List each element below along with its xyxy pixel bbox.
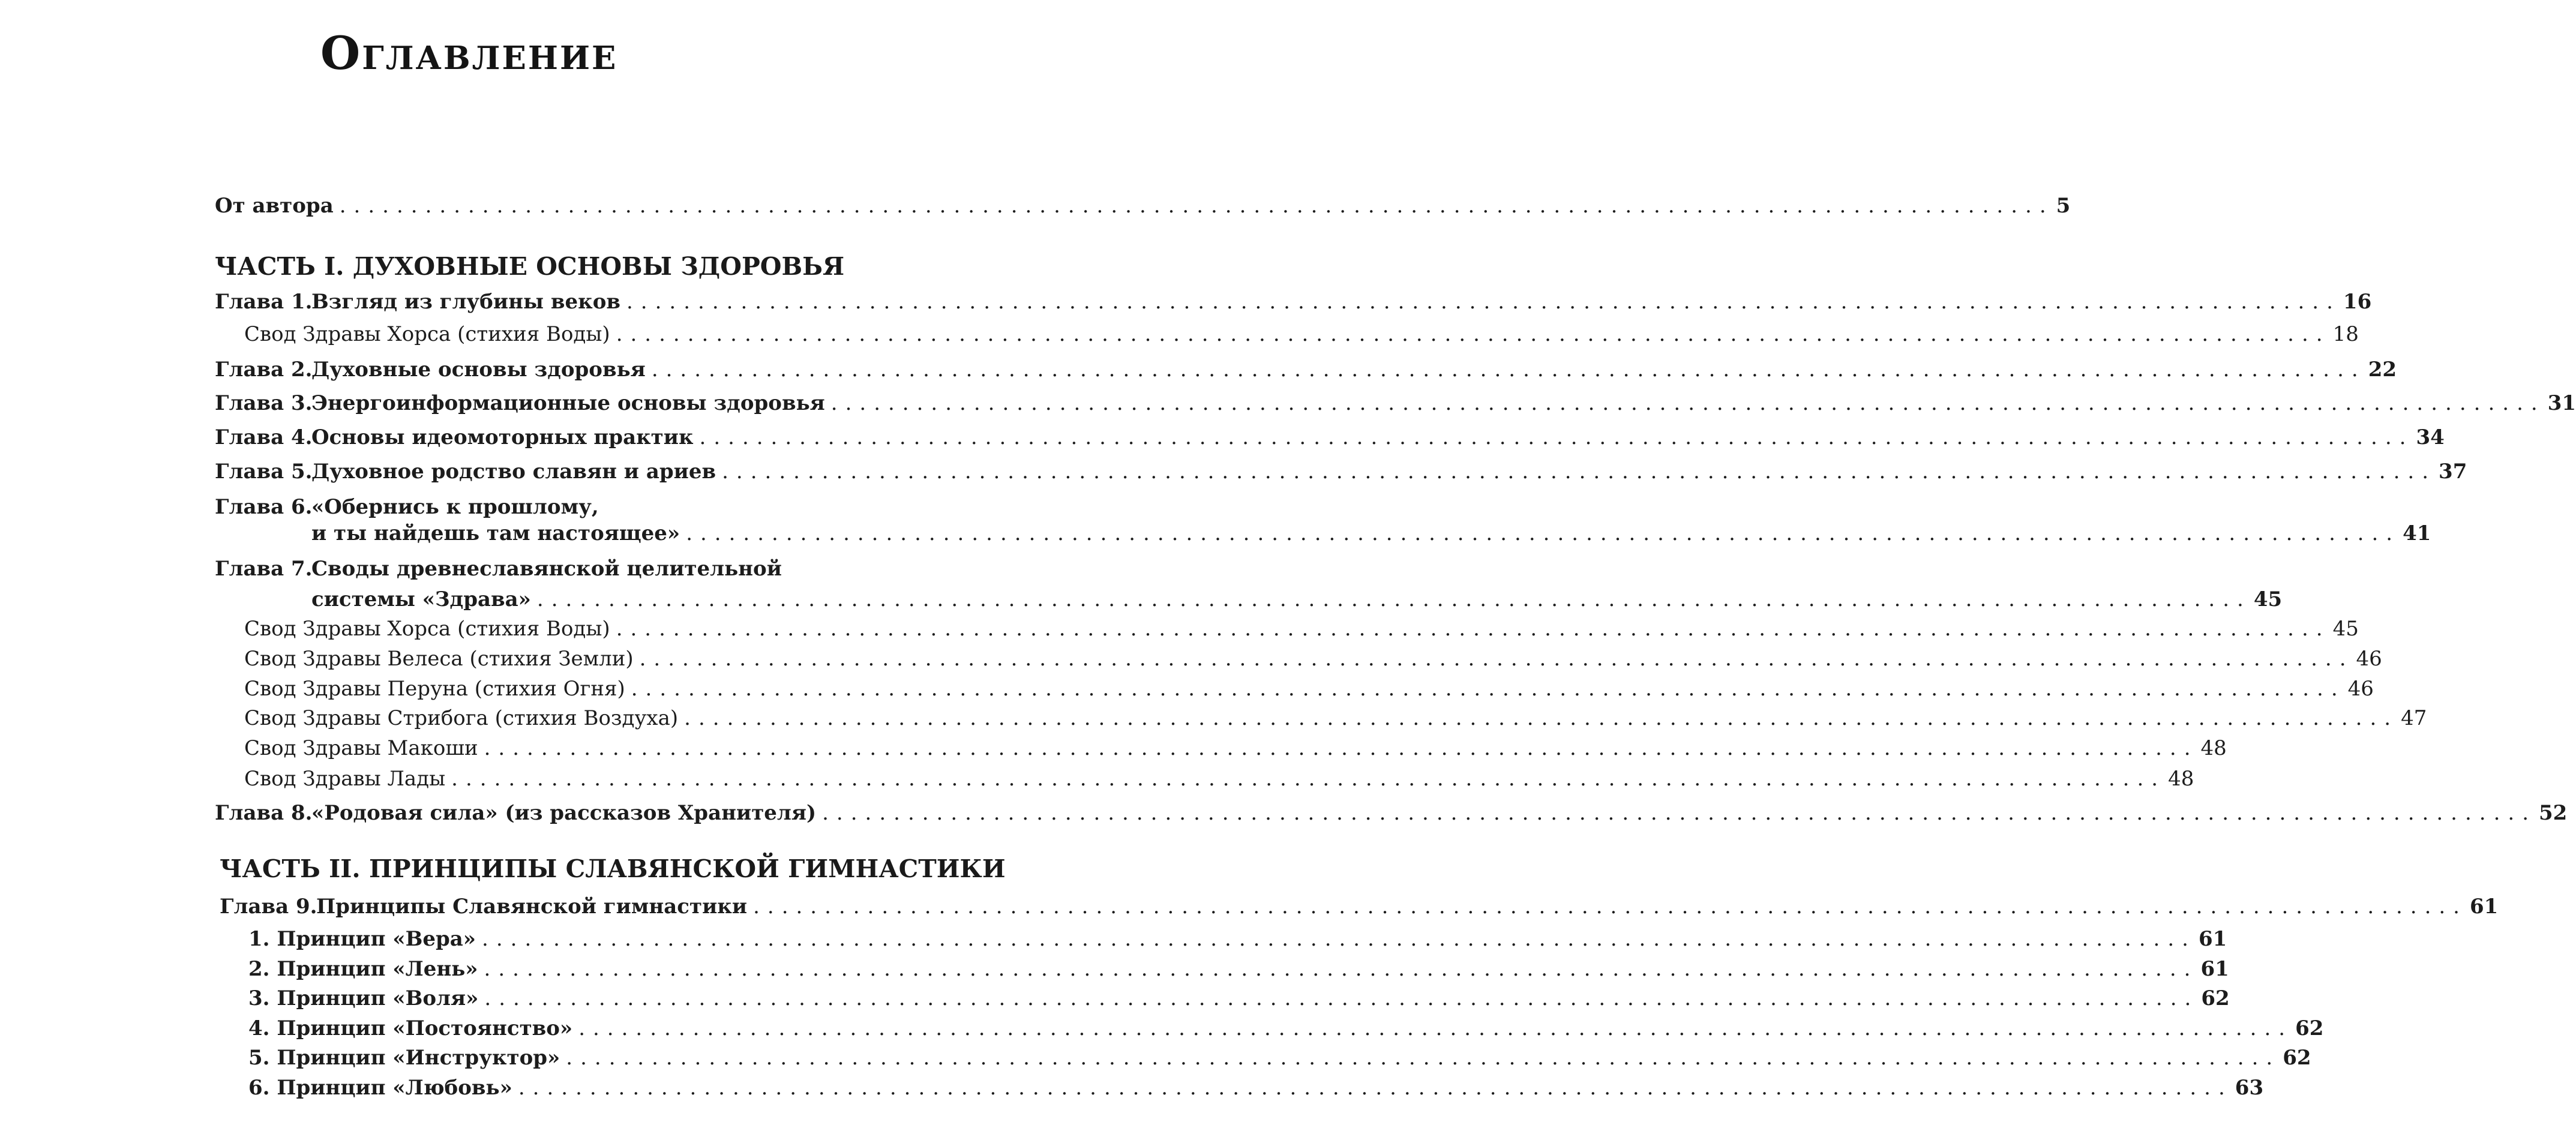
entry-text: «Обернись к прошлому, [311,495,599,519]
leader-dots: ........................................................................................................................ [339,194,2054,218]
toc-entry [215,460,2467,484]
leader-dots: ........................................................................................................................ [616,322,2331,346]
leader-dots: ........................................................................................................................ [639,647,2354,671]
leader-dots: ........................................................................................................................ [686,521,2401,545]
toc-entry [215,425,2445,449]
leader-dots: ........................................................................................................................ [536,587,2251,611]
entry-text: Свод Здравы Макоши [244,736,478,760]
entry-text: «Родовая сила» (из рассказов Хранителя) [311,801,817,825]
leader-dots: ........................................................................................................................ [451,767,2166,791]
toc-entry [215,194,2071,218]
chapter-label: Глава 5. [215,460,313,484]
page-number: 41 [2403,521,2431,545]
page-number: 61 [2198,927,2227,951]
entry-text: Взгляд из глубины веков [311,290,620,314]
leader-dots: ........................................................................................................................ [822,801,2537,825]
entry-text: 1. Принцип «Вера» [248,927,476,951]
entry-text: Свод Здравы Стрибога (стихия Воздуха) [244,706,679,730]
page-number: 31 [2547,391,2576,415]
part-heading: ЧАСТЬ II. ПРИНЦИПЫ СЛАВЯНСКОЙ ГИМНАСТИКИ [220,854,1006,883]
toc-entry [244,677,2374,701]
toc-entry [215,358,2397,382]
chapter-label: Глава 7. [215,557,313,581]
page-number: 61 [2200,957,2229,981]
leader-dots: ........................................................................................................................ [722,460,2437,484]
toc-entry [215,290,2372,314]
entry-text: Принципы Славянской гимнастики [316,895,748,919]
entry-text: 2. Принцип «Лень» [248,957,478,981]
toc-entry [220,895,2499,919]
entry-text: Основы идеомоторных практик [311,425,694,449]
toc-entry [244,322,2359,346]
page-number: 62 [2295,1016,2324,1040]
toc-entry [248,1076,2264,1100]
leader-dots: ........................................................................................................................ [484,986,2199,1010]
chapter-label: Глава 9. [220,895,317,919]
leader-dots: ........................................................................................................................ [699,425,2414,449]
page-number: 47 [2401,706,2427,730]
entry-text-continued: и ты найдешь там настоящее» [311,521,680,545]
page-number: 37 [2439,460,2467,484]
chapter-label: Глава 1. [215,290,313,314]
chapter-label: Глава 8. [215,801,313,825]
part-heading: ЧАСТЬ I. ДУХОВНЫЕ ОСНОВЫ ЗДОРОВЬЯ [215,252,845,281]
entry-text: 6. Принцип «Любовь» [248,1076,512,1100]
toc-entry [215,801,2568,825]
toc-entry [248,1046,2311,1070]
page-number: 16 [2343,290,2372,314]
page-number: 52 [2539,801,2568,825]
page-number: 18 [2332,322,2359,346]
toc-entry [244,706,2427,730]
toc-entry [215,559,782,579]
entry-text: 5. Принцип «Инструктор» [248,1046,560,1070]
chapter-label: Глава 2. [215,358,313,382]
leader-dots: ........................................................................................................................ [484,957,2199,981]
page-number: 45 [2332,617,2359,641]
toc-entry [244,767,2194,791]
page-number: 22 [2368,358,2397,382]
chapter-label: Глава 6. [215,495,313,519]
toc-entry [215,391,2576,415]
entry-text: 3. Принцип «Воля» [248,986,479,1010]
page-number: 61 [2470,895,2499,919]
toc-entry [311,521,2431,545]
entry-text: Свод Здравы Велеса (стихия Земли) [244,647,634,671]
page-number: 62 [2283,1046,2311,1070]
leader-dots: ........................................................................................................................ [518,1076,2233,1100]
entry-text: Духовное родство славян и ариев [311,460,716,484]
entry-text: Своды древнеславянской целительной [311,557,782,581]
page-number: 34 [2416,425,2445,449]
entry-text: Духовные основы здоровья [311,358,646,382]
leader-dots: ........................................................................................................................ [626,290,2341,314]
chapter-label: Глава 4. [215,425,313,449]
page-number: 62 [2201,986,2230,1010]
page-number: 48 [2200,736,2227,760]
toc-entry [244,617,2359,641]
leader-dots: ........................................................................................................................ [684,706,2399,730]
entry-text-continued: системы «Здрава» [311,587,531,611]
toc-entry [244,647,2382,671]
leader-dots: ........................................................................................................................ [631,677,2346,701]
entry-text: 4. Принцип «Постоянство» [248,1016,573,1040]
toc-entry [248,957,2229,981]
page-number: 48 [2168,767,2194,791]
toc-entry [248,986,2230,1010]
entry-text: Свод Здравы Перуна (стихия Огня) [244,677,625,701]
entry-text: Свод Здравы Лады [244,767,446,791]
chapter-label: Глава 3. [215,391,313,415]
leader-dots: ........................................................................................................................ [651,358,2366,382]
leader-dots: ........................................................................................................................ [753,895,2467,919]
toc-entry [248,927,2227,951]
entry-text: Свод Здравы Хорса (стихия Воды) [244,322,610,346]
toc-entry [248,1016,2324,1040]
entry-text: Свод Здравы Хорса (стихия Воды) [244,617,610,641]
entry-text: От автора [215,194,334,218]
leader-dots: ........................................................................................................................ [482,927,2196,951]
leader-dots: ........................................................................................................................ [566,1046,2281,1070]
page-number: 46 [2347,677,2374,701]
entry-text: Энергоинформационные основы здоровья [311,391,825,415]
leader-dots: ........................................................................................................................ [578,1016,2293,1040]
leader-dots: ........................................................................................................................ [830,391,2545,415]
leader-dots: ........................................................................................................................ [616,617,2331,641]
toc-entry [244,736,2227,760]
leader-dots: ........................................................................................................................ [484,736,2199,760]
page-number: 45 [2253,587,2283,611]
page-number: 46 [2356,647,2382,671]
page-number: 63 [2235,1076,2264,1100]
toc-entry [311,587,2283,611]
page-number: 5 [2056,194,2071,218]
toc-entry [215,497,599,517]
page-title: Оглавление [320,26,618,80]
